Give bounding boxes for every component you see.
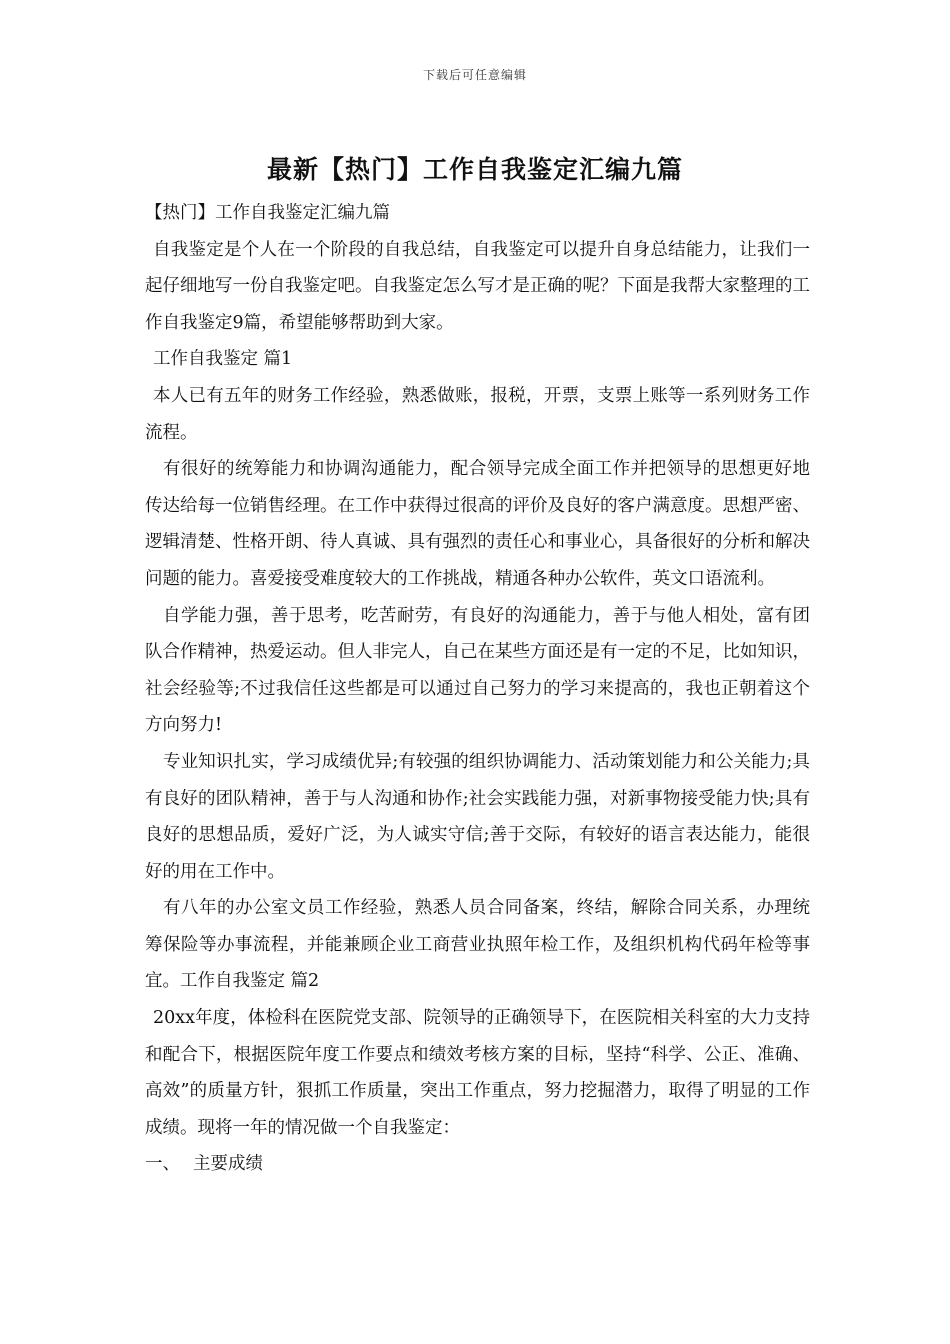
- section-number: 一、: [145, 1154, 180, 1175]
- body-paragraph: 专业知识扎实，学习成绩优异;有较强的组织协调能力、活动策划能力和公关能力;具有良好的团队精神，善于与人沟通和协作;社会实践能力强，对新事物接受能力快;具有良好的思想品质，爱好广泛，为人诚实守信;善于交际，有较好的语言表达能力，能很好的用在工作中。: [145, 751, 810, 882]
- body-paragraph: 20xx年度，体检科在医院党支部、院领导的正确领导下，在医院相关科室的大力支持和配合下，根据医院年度工作要点和绩效考核方案的目标，坚持“科学、公正、准确、高效”的质量方针，狠抓工作质量，突出工作重点，努力挖掘潜力，取得了明显的工作成绩。现将一年的情况做一个自我鉴定：: [145, 1008, 810, 1138]
- body-paragraph: 有八年的办公室文员工作经验，熟悉人员合同备案，终结，解除合同关系，办理统筹保险等办事流程，并能兼顾企业工商营业执照年检工作，及组织机构代码年检等事宜。工作自我鉴定 篇2: [145, 898, 810, 992]
- document-title: 最新【热门】工作自我鉴定汇编九篇: [266, 155, 683, 184]
- header-note: 下载后可任意编辑: [422, 68, 527, 82]
- document-body: [145, 195, 810, 1183]
- body-paragraph: 有很好的统筹能力和协调沟通能力，配合领导完成全面工作并把领导的思想更好地传达给每一位销售经理。在工作中获得过很高的评价及良好的客户满意度。思想严密、逻辑清楚、性格开朗、待人真诚、具有强烈的责任心和事业心，具备很好的分析和解决问题的能力。喜爱接受难度较大的工作挑战，精通各种办公软件，英文口语流利。: [145, 459, 810, 589]
- section-heading-1: 工作自我鉴定 篇1: [153, 349, 293, 370]
- section-label: 主要成绩: [193, 1154, 263, 1175]
- intro-paragraph: 自我鉴定是个人在一个阶段的自我总结，自我鉴定可以提升自身总结能力，让我们一起仔细地写一份自我鉴定吧。自我鉴定怎么写才是正确的呢？下面是我帮大家整理的工作自我鉴定9篇，希望能够帮助到大家。: [145, 239, 810, 333]
- subtitle-paragraph: 【热门】工作自我鉴定汇编九篇: [145, 203, 390, 223]
- section-heading-main-achievements: [145, 1146, 810, 1183]
- body-paragraph: 本人已有五年的财务工作经验，熟悉做账，报税，开票，支票上账等一系列财务工作流程。: [145, 385, 810, 443]
- body-paragraph: 自学能力强，善于思考，吃苦耐劳，有良好的沟通能力，善于与他人相处，富有团队合作精神，热爱运动。但人非完人，自己在某些方面还是有一定的不足，比如知识，社会经验等;不过我信任这些都是可以通过自己努力的学习来提高的，我也正朝着这个方向努力!: [145, 605, 810, 736]
